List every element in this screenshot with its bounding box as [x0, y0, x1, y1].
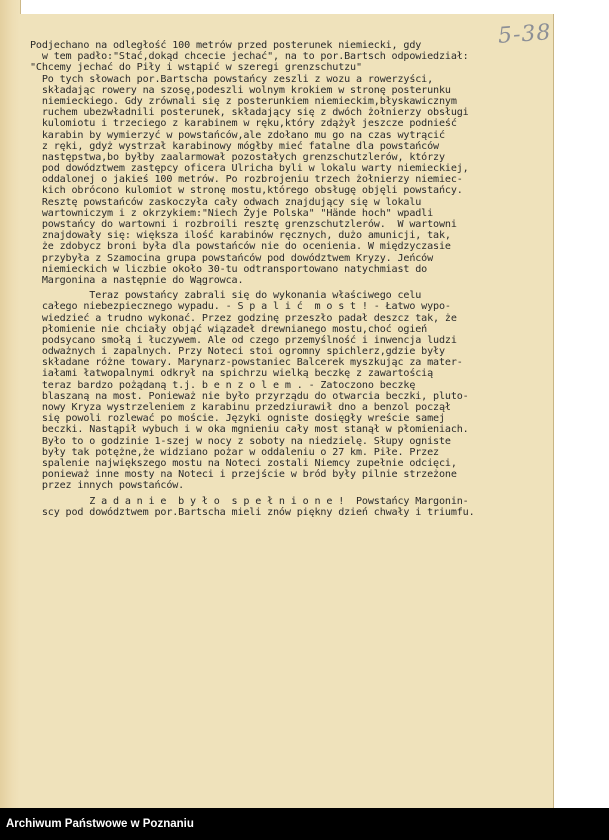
text-line: w tem padło:"Stać,dokąd chcecie jechać", na to por.Bartsch odpowiedział: [30, 51, 469, 63]
text-line: przez innych powstańców. [30, 480, 185, 492]
text-line: się powoli rozlewać po moście. Języki ogniste dosięgły wreście samej [30, 413, 445, 425]
text-line: Z a d a n i e b y ł o s p e ł n i o n e ! Powstańcy Margonin- [30, 495, 469, 507]
archive-name: Archiwum Państwowe w Poznaniu [6, 818, 194, 830]
text-line: ruchem ubezwładnili posterunek, składający się z dwóch żołnierzy obsługi [30, 107, 469, 119]
text-line: wartowniczym i z okrzykiem:"Niech Żyje Polska" "Hände hoch" wpadli [30, 207, 434, 219]
text-line: beczki. Nastąpił wybuch i w oka mgnieniu cały most stanął w płomieniach. [30, 424, 469, 436]
text-line: Było to o godzinie 1-szej w nocy z soboty na niedzielę. Słupy ogniste [30, 435, 451, 447]
text-line: karabin by wymierzyć w powstańców,ale zdołano mu go na czas wytrącić [30, 129, 445, 141]
text-line: niemieckiego. Gdy zrównali się z posterunkiem niemieckim,błyskawicznym [30, 95, 457, 107]
text-line: Podjechano na odległość 100 metrów przed posterunek niemiecki, gdy [30, 40, 422, 51]
text-line: "Chcemy jechać do Piły i wstąpić w szeregi grenzschutzu" [30, 62, 362, 74]
text-line: niemieckich w liczbie około 30-tu odtransportowano natychmiast do [30, 263, 428, 275]
text-line: Teraz powstańcy zabrali się do wykonania właściwego celu [30, 290, 422, 302]
text-line: ponieważ inne mosty na Noteci i przejście w bród były pilnie strzeżone [30, 469, 457, 481]
text-line: oddalonej o jakieś 100 metrów. Po rozbrojeniu trzech żołnierzy niemiec- [30, 174, 463, 186]
text-line: znajdowały się: większa ilość karabinów ręcznych, dużo amunicji, tak, [30, 230, 451, 242]
text-line: pod dowództwem zastępcy oficera Ulricha byli w lokalu warty niemieckiej, [30, 163, 469, 175]
text-line: powstańcy do wartowni i rozbroili resztę grenzschutzlerów. W wartowni [30, 219, 457, 230]
text-line: podsycano smołą i łuczywem. Ale od czego przemyślność i inwencja ludzi [30, 334, 457, 346]
typewritten-text [30, 40, 560, 518]
text-line: Po tych słowach por.Bartscha powstańcy zeszli z wozu a rowerzyści, [30, 73, 434, 85]
text-line: odważnych i zapalnych. Przy Noteci stoi ogromny spichlerz,gdzie były [30, 346, 445, 358]
text-line: Margonina a następnie do Wągrowca. [30, 274, 244, 286]
text-line: scy pod dowództwem por.Bartscha mieli znów piękny dzień chwały i triumfu. [30, 506, 475, 518]
text-line: składane różne towary. Marynarz-powstaniec Balcerek myszkując za mater- [30, 357, 463, 369]
text-line: przybyła z Szamocina grupa powstańców pod dowództwem Kryzy. Jeńców [30, 252, 434, 264]
text-line: wiedzieć a trudno wykonać. Przez godzinę przeszło padał deszcz tak, że [30, 312, 457, 324]
text-line: płomienie nie chciały objąć wiązadeł drewnianego mostu,choć ogień [30, 323, 428, 335]
text-line: składając rowery na szosę,podeszli wolnym krokiem w stronę posterunku [30, 84, 451, 96]
page-number-stamp: 5-38 [497, 20, 553, 49]
text-line: że zdobycz broni była dla powstańców nie do ocenienia. W międzyczasie [30, 241, 451, 253]
text-line: blaszaną na most. Ponieważ nie było przyrządu do otwarcia beczki, pluto- [30, 390, 469, 402]
text-line: następstwa,bo byłby zaalarmował pozostałych grenzschutzlerów, którzy [30, 151, 445, 163]
text-line: nowy Kryza wystrzeleniem z karabinu przedziurawił dno a benzol począł [30, 402, 451, 413]
text-line: z ręki, gdyż wystrzał karabinowy mógłby mieć fatalne dla powstańców [30, 140, 439, 152]
text-line: teraz bardzo pożądaną t.j. b e n z o l e m . - Zatoczono beczkę [30, 379, 416, 391]
text-line: Resztę powstańców zaskoczyła cały odwach znajdujący się w lokalu [30, 196, 422, 208]
text-line: były tak potężne,że widziano pożar w oddaleniu o 27 km. Piłe. Przez [30, 446, 439, 458]
text-line: kich obrócono kulomiot w stronę mostu,którego obsługę objęli powstańcy. [30, 185, 463, 197]
archive-caption-bar [0, 808, 609, 840]
previous-page-edge [0, 0, 21, 808]
text-line: całego niebezpiecznego wypadu. - S p a l i ć m o s t ! - Łatwo wypo- [30, 301, 451, 313]
text-line: spalenie największego mostu na Noteci zostali Niemcy zupełnie odcięci, [30, 457, 457, 469]
text-line: kulomiotu i trzeciego z karabinem w ręku,który zdążył jeszcze podnieść [30, 118, 457, 130]
text-line: iałami łatwopalnymi odkrył na spichrzu wielką beczkę z zawartością [30, 368, 434, 380]
